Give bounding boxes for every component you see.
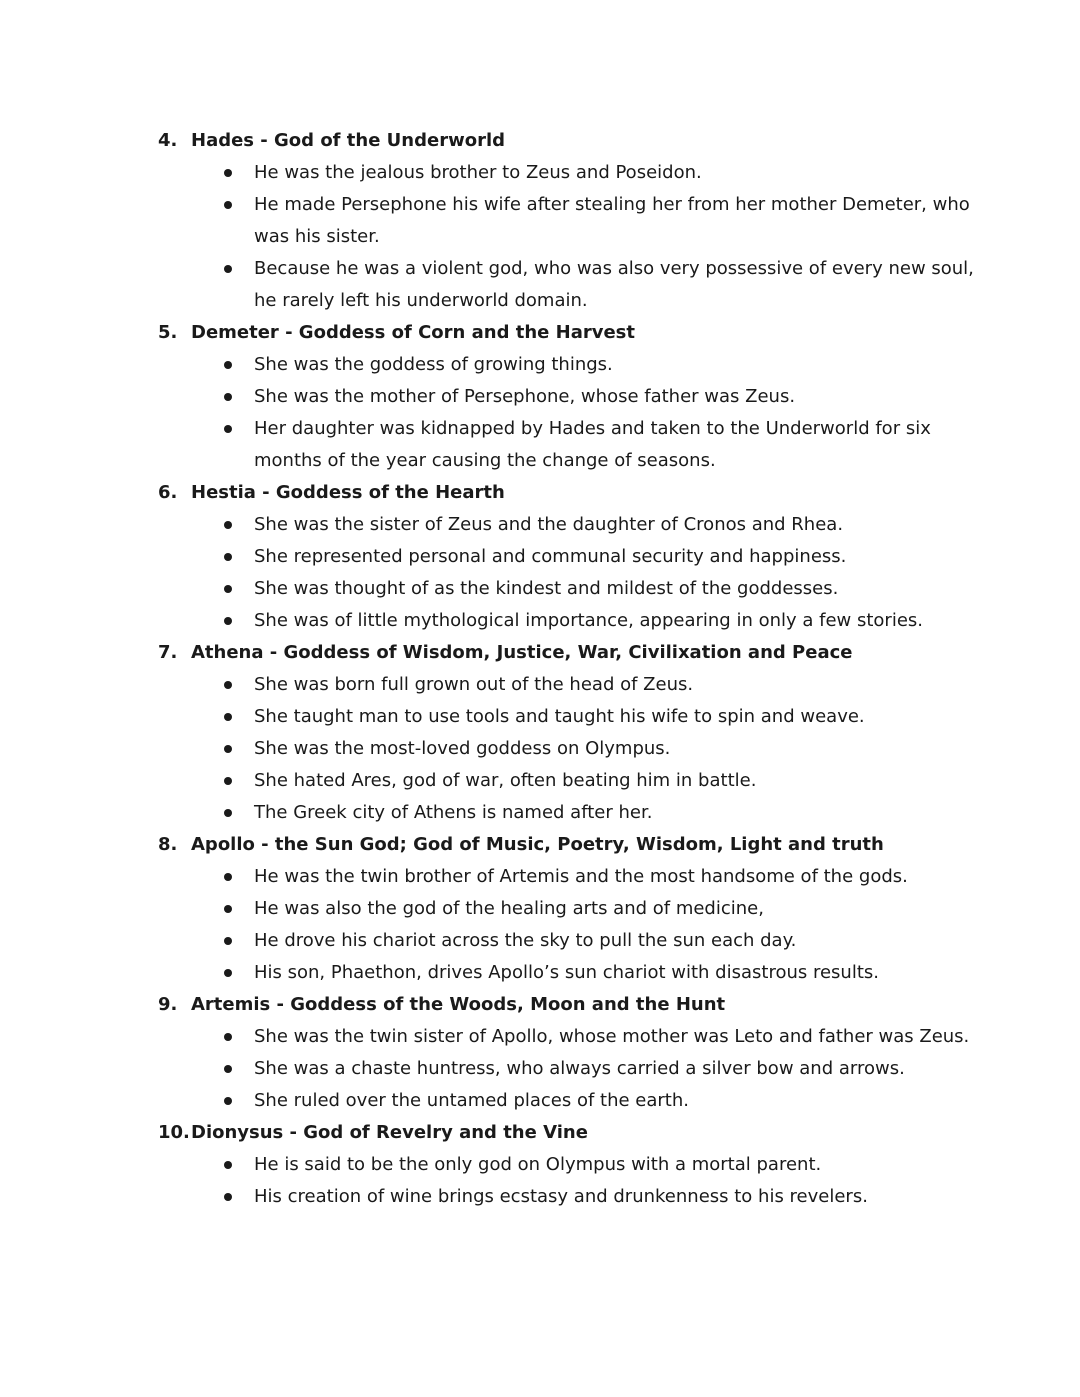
list-item xyxy=(158,1021,974,1053)
bullet-text: She was born full grown out of the head of Zeus. xyxy=(254,674,694,695)
bullet-text: She was the mother of Persephone, whose father was Zeus. xyxy=(254,386,796,407)
entry-number: 5. xyxy=(158,322,178,343)
list-item xyxy=(158,1149,974,1181)
bullet-text: He drove his chariot across the sky to pull the sun each day. xyxy=(254,930,797,951)
bullet-list xyxy=(158,349,968,477)
bullet-list xyxy=(158,1149,968,1213)
list-item xyxy=(158,797,974,829)
bullet-list xyxy=(158,509,968,637)
entry-dionysus xyxy=(158,1117,968,1213)
entry-demeter xyxy=(158,317,968,477)
bullet-text: His son, Phaethon, drives Apollo’s sun chariot with disastrous results. xyxy=(254,962,879,983)
entry-number: 7. xyxy=(158,642,178,663)
bullet-text: He made Persephone his wife after stealing her from her mother Demeter, who was his sister. xyxy=(254,194,970,247)
bullet-dot-icon xyxy=(224,969,232,977)
bullet-dot-icon xyxy=(224,1065,232,1073)
bullet-dot-icon xyxy=(224,937,232,945)
list-item xyxy=(158,253,974,317)
bullet-list xyxy=(158,669,968,829)
entry-title: Artemis - Goddess of the Woods, Moon and the Hunt xyxy=(191,994,726,1015)
bullet-list xyxy=(158,157,974,317)
list-item xyxy=(158,573,974,605)
bullet-text: She taught man to use tools and taught his wife to spin and weave. xyxy=(254,706,865,727)
entry-hestia xyxy=(158,477,968,637)
entry-number: 4. xyxy=(158,130,178,151)
bullet-text: Her daughter was kidnapped by Hades and taken to the Underworld for six months of the year causing the change of seasons. xyxy=(254,418,931,471)
bullet-dot-icon xyxy=(224,521,232,529)
bullet-dot-icon xyxy=(224,1033,232,1041)
bullet-text: She was of little mythological importance, appearing in only a few stories. xyxy=(254,610,924,631)
bullet-text: She represented personal and communal security and happiness. xyxy=(254,546,847,567)
bullet-dot-icon xyxy=(224,1161,232,1169)
entry-athena xyxy=(158,637,968,829)
entry-number: 8. xyxy=(158,834,178,855)
bullet-text: She was thought of as the kindest and mildest of the goddesses. xyxy=(254,578,839,599)
bullet-text: The Greek city of Athens is named after her. xyxy=(254,802,653,823)
list-item xyxy=(158,861,974,893)
bullet-dot-icon xyxy=(224,265,232,273)
bullet-text: She ruled over the untamed places of the earth. xyxy=(254,1090,689,1111)
entry-heading xyxy=(158,125,968,157)
list-item xyxy=(158,1181,974,1213)
entry-number: 6. xyxy=(158,482,178,503)
entry-heading xyxy=(158,317,968,349)
bullet-dot-icon xyxy=(224,393,232,401)
list-item xyxy=(158,701,974,733)
entry-hades xyxy=(158,125,974,317)
bullet-dot-icon xyxy=(224,169,232,177)
bullet-text: She hated Ares, god of war, often beating him in battle. xyxy=(254,770,757,791)
list-item xyxy=(158,925,974,957)
bullet-dot-icon xyxy=(224,713,232,721)
bullet-dot-icon xyxy=(224,425,232,433)
list-item xyxy=(158,765,974,797)
list-item xyxy=(158,413,974,477)
entry-heading xyxy=(158,637,968,669)
entry-heading xyxy=(158,989,968,1021)
entry-apollo xyxy=(158,829,968,989)
entry-title: Hades - God of the Underworld xyxy=(191,130,505,151)
bullet-text: He was also the god of the healing arts and of medicine, xyxy=(254,898,764,919)
bullet-dot-icon xyxy=(224,1193,232,1201)
bullet-dot-icon xyxy=(224,553,232,561)
entry-title: Demeter - Goddess of Corn and the Harvest xyxy=(191,322,635,343)
list-item xyxy=(158,957,974,989)
bullet-dot-icon xyxy=(224,745,232,753)
bullet-dot-icon xyxy=(224,905,232,913)
entry-heading xyxy=(158,1117,968,1149)
entry-heading xyxy=(158,829,968,861)
entry-number: 9. xyxy=(158,994,178,1015)
bullet-dot-icon xyxy=(224,585,232,593)
bullet-text: She was the twin sister of Apollo, whose mother was Leto and father was Zeus. xyxy=(254,1026,970,1047)
list-item xyxy=(158,1053,974,1085)
entry-title: Hestia - Goddess of the Hearth xyxy=(191,482,505,503)
bullet-dot-icon xyxy=(224,617,232,625)
bullet-dot-icon xyxy=(224,777,232,785)
bullet-text: He was the twin brother of Artemis and the most handsome of the gods. xyxy=(254,866,908,887)
list-item xyxy=(158,157,974,189)
bullet-text: She was the sister of Zeus and the daughter of Cronos and Rhea. xyxy=(254,514,844,535)
list-item xyxy=(158,349,974,381)
list-item xyxy=(158,189,974,253)
list-item xyxy=(158,541,974,573)
list-item xyxy=(158,509,974,541)
entry-title: Athena - Goddess of Wisdom, Justice, War, Civilixation and Peace xyxy=(191,642,853,663)
entry-title: Dionysus - God of Revelry and the Vine xyxy=(191,1122,588,1143)
bullet-text: She was the goddess of growing things. xyxy=(254,354,613,375)
list-item xyxy=(158,669,974,701)
bullet-text: His creation of wine brings ecstasy and drunkenness to his revelers. xyxy=(254,1186,868,1207)
bullet-list xyxy=(158,1021,968,1117)
bullet-dot-icon xyxy=(224,873,232,881)
bullet-text: She was a chaste huntress, who always carried a silver bow and arrows. xyxy=(254,1058,905,1079)
entry-heading xyxy=(158,477,968,509)
bullet-text: He was the jealous brother to Zeus and Poseidon. xyxy=(254,162,702,183)
entry-artemis xyxy=(158,989,968,1117)
entry-number: 10. xyxy=(158,1122,190,1143)
bullet-dot-icon xyxy=(224,361,232,369)
bullet-list xyxy=(158,861,968,989)
list-item xyxy=(158,1085,974,1117)
bullet-dot-icon xyxy=(224,1097,232,1105)
bullet-dot-icon xyxy=(224,201,232,209)
list-item xyxy=(158,893,974,925)
bullet-dot-icon xyxy=(224,681,232,689)
document-body xyxy=(158,125,974,1213)
bullet-text: He is said to be the only god on Olympus with a mortal parent. xyxy=(254,1154,822,1175)
bullet-text: She was the most-loved goddess on Olympus. xyxy=(254,738,671,759)
entry-title: Apollo - the Sun God; God of Music, Poetry, Wisdom, Light and truth xyxy=(191,834,884,855)
bullet-dot-icon xyxy=(224,809,232,817)
bullet-text: Because he was a violent god, who was also very possessive of every new soul, he rarely left his underworld domain. xyxy=(254,258,974,311)
list-item xyxy=(158,381,974,413)
list-item xyxy=(158,733,974,765)
list-item xyxy=(158,605,974,637)
